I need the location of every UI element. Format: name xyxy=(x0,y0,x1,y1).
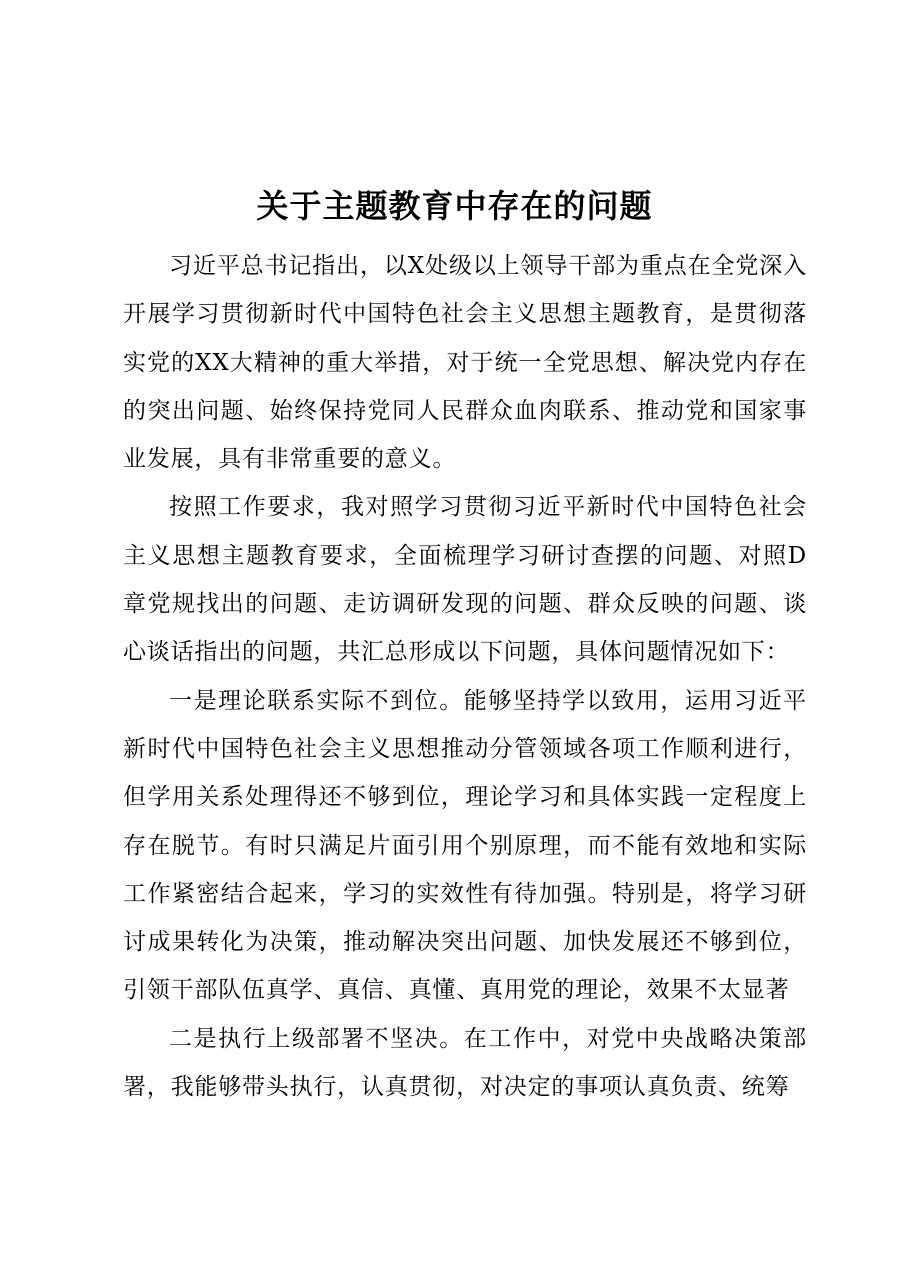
document-body xyxy=(123,242,807,1111)
paragraph-intro: 习近平总书记指出，以X处级以上领导干部为重点在全党深入开展学习贯彻新时代中国特色社会主义思想主题教育，是贯彻落实党的XX大精神的重大举措，对于统一全党思想、解决党内存在的突出问题、始终保持党同人民群众血肉联系、推动党和国家事业发展，具有非常重要的意义。 xyxy=(123,253,807,473)
paragraph-problem-2: 二是执行上级部署不坚决。在工作中，对党中央战略决策部署，我能够带头执行，认真贯彻，对决定的事项认真负责、统筹 xyxy=(123,1025,807,1101)
paragraph-requirements: 按照工作要求，我对照学习贯彻习近平新时代中国特色社会主义思想主题教育要求，全面梳理学习研讨查摆的问题、对照D章党规找出的问题、走访调研发现的问题、群众反映的问题、谈心谈话指出的问题，共汇总形成以下问题，具体问题情况如下： xyxy=(123,494,807,666)
paragraph-problem-1: 一是理论联系实际不到位。能够坚持学以致用，运用习近平新时代中国特色社会主义思想推动分管领域各项工作顺利进行，但学用关系处理得还不够到位，理论学习和具体实践一定程度上存在脱节。有时只满足片面引用个别原理，而不能有效地和实际工作紧密结合起来，学习的实效性有待加强。特别是，将学习研讨成果转化为决策，推动解决突出问题、加快发展还不够到位，引领干部队伍真学、真信、真懂、真用党的理论，效果不太显著 xyxy=(123,687,807,1004)
document-title: 关于主题教育中存在的问题 xyxy=(256,187,653,226)
